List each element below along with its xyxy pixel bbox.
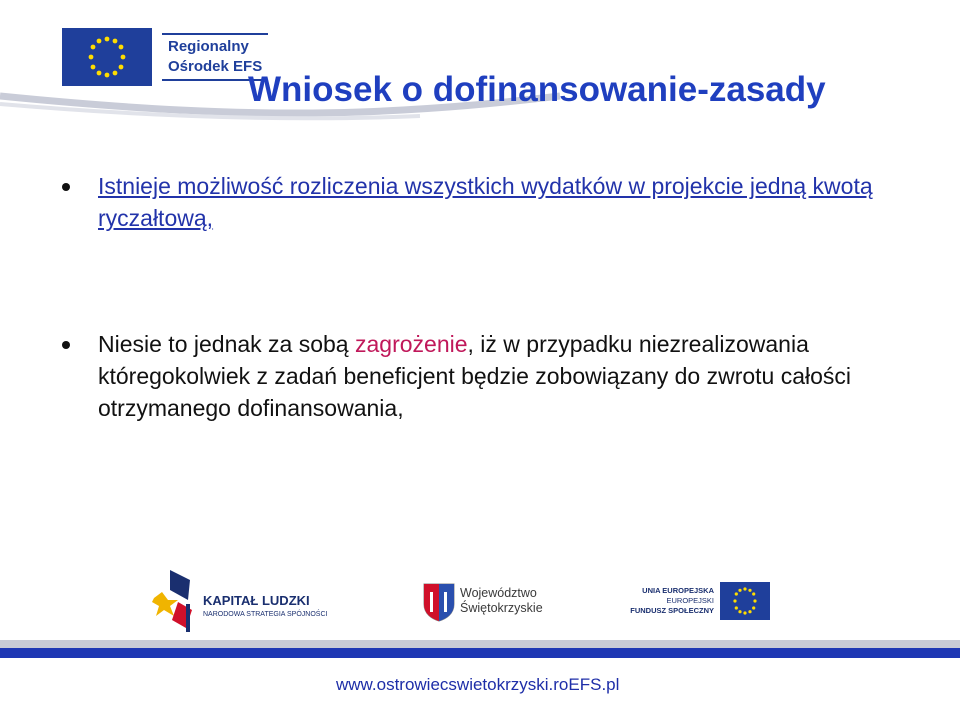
- wojewodztwo-line2: Świętokrzyskie: [460, 601, 543, 615]
- slide-title: Wniosek o dofinansowanie-zasady: [248, 70, 826, 109]
- header-logo-line2: Ośrodek EFS: [168, 58, 263, 75]
- unia-europejska-logo: [622, 580, 772, 626]
- header-logo-line1: Regionalny: [168, 38, 249, 55]
- eu-flag-icon: [62, 28, 152, 86]
- kapital-ludzki-subtitle: NARODOWA STRATEGIA SPÓJNOŚCI: [203, 611, 328, 618]
- bullet-2-highlight: zagrożenie: [355, 331, 468, 357]
- wojewodztwo-line1: Województwo: [460, 586, 537, 600]
- kapital-ludzki-logo: [148, 570, 348, 632]
- bullet-1-text: Istnieje możliwość rozliczenia wszystkich wydatków w projekcie jedną kwotą ryczałtową,: [98, 173, 873, 231]
- coat-of-arms-icon: [422, 582, 456, 622]
- footer-url: www.ostrowiecswietokrzyski.roEFS.pl: [336, 675, 620, 694]
- bullet-item-1: [62, 170, 922, 234]
- bullet-2-text-before: Niesie to jednak za sobą: [98, 331, 355, 357]
- bullet-list: [62, 170, 922, 424]
- ue-line2: EUROPEJSKI: [666, 596, 714, 605]
- bullet-dot-icon: [62, 341, 70, 349]
- wojewodztwo-swietokrzyskie-logo: [422, 580, 562, 626]
- bullet-dot-icon: [62, 183, 70, 191]
- wojewodztwo-text: [460, 586, 543, 616]
- regionalny-osrodek-efs-logo: [62, 26, 268, 88]
- footer-band-blue: [0, 648, 960, 658]
- ue-line3: FUNDUSZ SPOŁECZNY: [630, 606, 714, 615]
- bullet-2-text-after: , iż w przypadku niezrealizowania któregokolwiek z zadań beneficjent będzie zobowiązany do zwrotu całości otrzymanego dofinansowania,: [98, 331, 852, 421]
- ue-text: [622, 586, 714, 616]
- kapital-ludzki-title: KAPITAŁ LUDZKI: [203, 593, 310, 608]
- ue-line1: UNIA EUROPEJSKA: [642, 586, 714, 595]
- kapital-ludzki-emblem-icon: [148, 570, 200, 632]
- bullet-item-2: [62, 328, 922, 424]
- ue-flag-icon: [720, 582, 770, 620]
- footer-band-gray: [0, 640, 960, 648]
